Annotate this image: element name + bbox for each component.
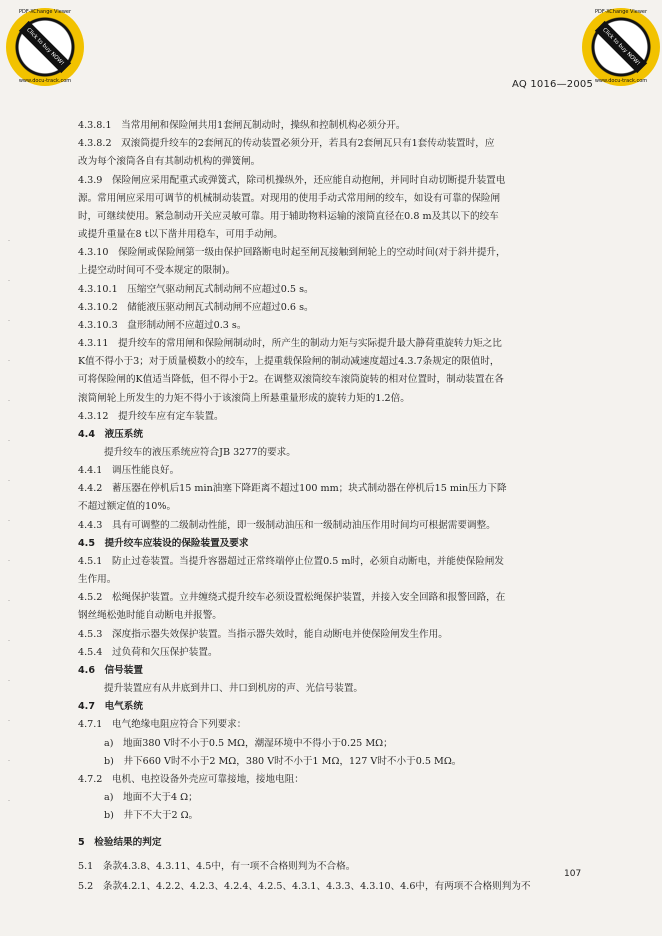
watermark-center-text: Click to buy NOW!: [595, 21, 647, 73]
watermark-bottom-text: www.docu-track.com: [594, 78, 648, 84]
text-line: 4.3.10.3 盘形制动闸不应超过0.3 s。: [78, 320, 247, 331]
text-line: 或提升重量在8 t以下凿井用稳车，可用手动闸。: [78, 229, 283, 240]
pdf-xchange-watermark-left[interactable]: [6, 8, 84, 86]
watermark-center-text: Click to buy NOW!: [19, 21, 71, 73]
text-line: 提升绞车的液压系统应符合JB 3277的要求。: [104, 447, 296, 458]
text-line: 4.5.4 过负荷和欠压保护装置。: [78, 647, 218, 658]
text-line: 可将保险闸的K值适当降低，但不得小于2。在调整双滚筒绞车滚筒旋转的相对位置时，制动装置在各: [78, 374, 504, 385]
text-line: 4.7.1 电气绝缘电阻应符合下列要求：: [78, 719, 247, 730]
section-heading: 4.6 信号装置: [78, 665, 143, 676]
text-line: 滚筒闸轮上所发生的力矩不得小于该滚筒上所悬重量形成的旋转力矩的1.2倍。: [78, 393, 410, 404]
text-line: 改为每个滚筒各自有其制动机构的弹簧闸。: [78, 156, 261, 167]
text-line: 不超过额定值的10%。: [78, 501, 177, 512]
text-line: 4.4.2 蓄压器在停机后15 min油塞下降距离不超过100 mm；块式制动器在停机后15 min压力下降: [78, 483, 507, 494]
text-line: 4.4.1 调压性能良好。: [78, 465, 180, 476]
text-line: 5.1 条款4.3.8、4.3.11、4.5中，有一项不合格则判为不合格。: [78, 861, 356, 872]
section-heading: 4.4 液压系统: [78, 429, 143, 440]
text-line: 4.3.10.1 压缩空气驱动闸瓦式制动闸不应超过0.5 s。: [78, 284, 314, 295]
text-line: 4.3.12 提升绞车应有定车装置。: [78, 411, 224, 422]
watermark-top-text: PDF-XChange Viewer: [18, 9, 72, 15]
text-line: a) 地面不大于4 Ω；: [104, 792, 198, 803]
text-line: b) 井下660 V时不小于2 MΩ，380 V时不小于1 MΩ，127 V时不小于0.5 MΩ。: [104, 756, 462, 767]
section-heading: 5 检验结果的判定: [78, 837, 162, 848]
text-line: 提升装置应有从井底到井口、井口到机房的声、光信号装置。: [104, 683, 364, 694]
text-line: 源。常用闸应采用可调节的机械制动装置。对现用的使用手动式常用闸的绞车，如设有可靠的保险闸: [78, 193, 501, 204]
text-line: 生作用。: [78, 574, 117, 585]
section-heading: 4.5 提升绞车应装设的保险装置及要求: [78, 538, 249, 549]
text-line: 钢丝绳松弛时能自动断电并报警。: [78, 610, 222, 621]
text-line: 4.3.8.2 双滚筒提升绞车的2套闸瓦的传动装置必须分开，若具有2套闸瓦只有1套传动装置时，应: [78, 138, 495, 149]
page-number: 107: [564, 869, 582, 879]
text-line: 4.5.3 深度指示器失效保护装置。当指示器失效时，能自动断电并使保险闸发生作用。: [78, 629, 448, 640]
text-line: 4.3.10.2 储能液压驱动闸瓦式制动闸不应超过0.6 s。: [78, 302, 314, 313]
watermark-top-text: PDF-XChange Viewer: [594, 9, 648, 15]
text-line: 5.2 条款4.2.1、4.2.2、4.2.3、4.2.4、4.2.5、4.3.1、4.3.3、4.3.10、4.6中，有两项不合格则判为不: [78, 881, 531, 892]
pdf-xchange-watermark-right[interactable]: [582, 8, 660, 86]
text-line: 4.7.2 电机、电控设备外壳应可靠接地，接地电阻：: [78, 774, 304, 785]
standard-code: AQ 1016—2005: [512, 79, 594, 90]
text-line: 4.3.8.1 当常用闸和保险闸共用1套闸瓦制动时，操纵和控制机构必须分开。: [78, 120, 406, 131]
text-line: 上提空动时间可不受本规定的限制)。: [78, 265, 236, 276]
text-line: 4.3.9 保险闸应采用配重式或弹簧式，除司机操纵外，还应能自动抱闸，并同时自动切断提升装置电: [78, 175, 506, 186]
text-line: 4.4.3 具有可调整的二级制动性能，即一级制动油压和一级制动油压作用时间均可根据需要调整。: [78, 520, 496, 531]
text-line: b) 井下不大于2 Ω。: [104, 810, 199, 821]
section-heading: 4.7 电气系统: [78, 701, 143, 712]
watermark-bottom-text: www.docu-track.com: [18, 78, 72, 84]
text-line: 4.3.11 提升绞车的常用闸和保险闸制动时，所产生的制动力矩与实际提升最大静荷重旋转力矩之比: [78, 338, 502, 349]
text-line: a) 地面380 V时不小于0.5 MΩ，潮湿环境中不得小于0.25 MΩ；: [104, 738, 393, 749]
scan-margin-marks: [8, 240, 10, 840]
text-line: 时，可继续使用。紧急制动开关应灵敏可靠。用于辅助物料运输的滚筒直径在0.8 m及其以下的绞车: [78, 211, 499, 222]
text-line: 4.3.10 保险闸或保险闸第一级由保护回路断电时起至闸瓦接触到闸轮上的空动时间(对于斜井提升，: [78, 247, 506, 258]
text-line: K值不得小于3；对于质量模数小的绞车，上提重载保险闸的制动减速度超过4.3.7条规定的限值时，: [78, 356, 500, 367]
text-line: 4.5.2 松绳保护装置。立井缠绕式提升绞车必须设置松绳保护装置，并接入安全回路和报警回路，在: [78, 592, 506, 603]
text-line: 4.5.1 防止过卷装置。当提升容器超过正常终端停止位置0.5 m时，必须自动断电，并能使保险闸发: [78, 556, 504, 567]
